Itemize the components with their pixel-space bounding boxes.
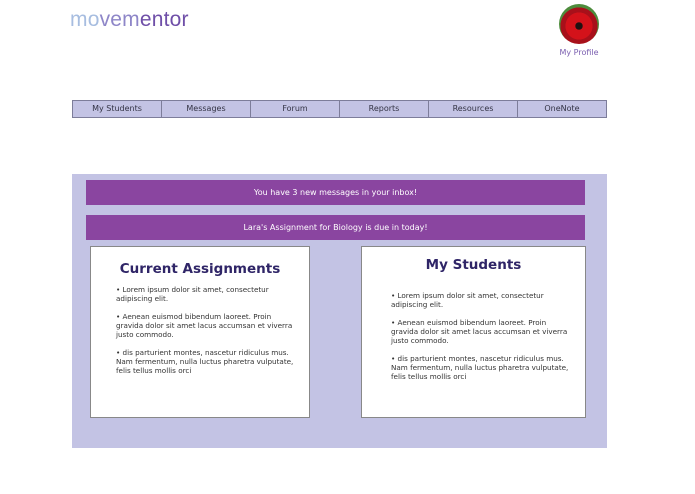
list-item: • Lorem ipsum dolor sit amet, consectetur adipiscing elit. [391,291,544,309]
current-assignments-card [90,246,310,418]
notification-banner-messages[interactable]: You have 3 new messages in your inbox! [86,180,585,205]
profile-widget[interactable] [556,4,602,57]
tab-messages[interactable]: Messages [162,101,251,117]
list-item: • Aenean euismod bibendum laoreet. Proin gravida dolor sit amet lacus accumsan et viverra justo commodo. [391,318,568,345]
main-nav [72,100,607,118]
list-item: • Lorem ipsum dolor sit amet, consectetur adipiscing elit. [116,285,269,303]
tab-forum[interactable]: Forum [251,101,340,117]
card-title: My Students [425,257,522,273]
tab-reports[interactable]: Reports [340,101,429,117]
list-item: • dis parturient montes, nascetur ridiculus mus. Nam fermentum, nulla luctus pharetra vulputate, felis tellus mollis orci [391,354,569,381]
logo-part-2: vem [99,8,140,31]
logo-part-3: entor [139,8,189,31]
notification-banner-assignment[interactable]: Lara's Assignment for Biology is due in today! [86,215,585,240]
app-logo[interactable] [70,8,189,32]
list-item: • dis parturient montes, nascetur ridiculus mus. Nam fermentum, nulla luctus pharetra vulputate, felis tellus mollis orci [116,348,294,375]
tab-onenote[interactable]: OneNote [544,104,580,113]
avatar[interactable] [559,4,599,44]
tab-my-students[interactable]: My Students [73,101,162,117]
tab-resources[interactable]: Resources [429,101,518,117]
dashboard-panel [72,174,607,448]
student-list [374,291,573,381]
logo-part-1: mo [70,8,100,31]
assignment-list [103,285,297,375]
my-profile-link[interactable]: My Profile [559,48,599,57]
list-item: • Aenean euismod bibendum laoreet. Proin gravida dolor sit amet lacus accumsan et viverra justo commodo. [116,312,293,339]
card-title: Current Assignments [119,261,281,277]
my-students-card [361,246,586,418]
